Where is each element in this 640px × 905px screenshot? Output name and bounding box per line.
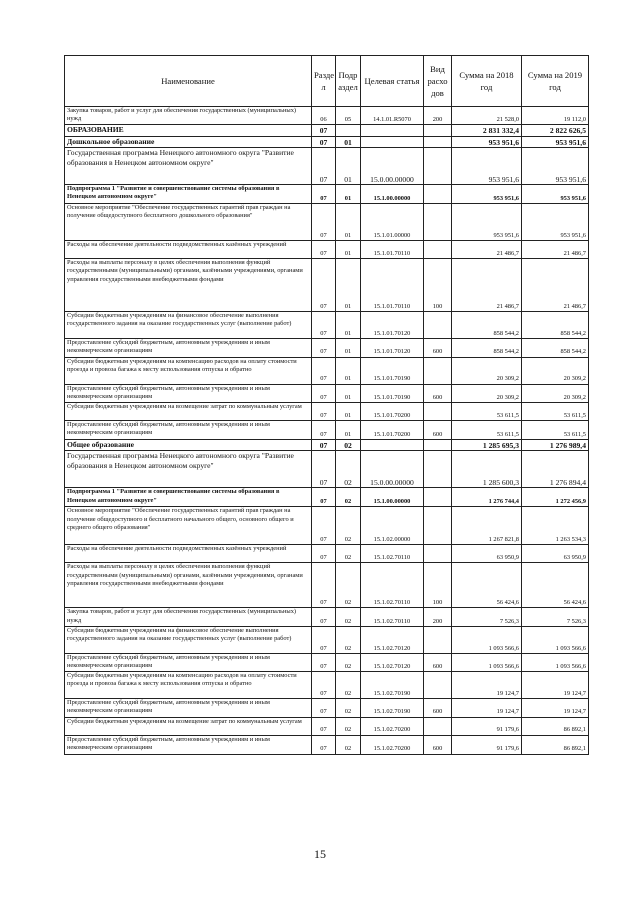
row-sum-2018: 20 309,2 — [452, 384, 522, 402]
row-name: Закупка товаров, работ и услуг для обеспечения государственных (муниципальных) нужд — [65, 107, 312, 125]
table-row — [65, 185, 589, 204]
row-target-code: 15.1.02.70200 — [361, 717, 424, 735]
row-sum-2018: 1 285 600,3 — [452, 451, 522, 488]
row-name: Расходы на обеспечение деятельности подведомственных казённых учреждений — [65, 545, 312, 563]
row-name: Субсидии бюджетным учреждениям на финансовое обеспечение выполнения государственного задания на оказание государственных услуг (выполнение работ) — [65, 626, 312, 653]
row-expense-type — [424, 136, 452, 147]
row-section: 07 — [312, 507, 336, 545]
row-subsection: 02 — [336, 672, 361, 699]
row-name: Расходы на выплаты персоналу в целях обеспечения выполнения функций государственными (муниципальными) органами, казёнными учреждениями, органами управления государственными внебюджетными фондами — [65, 259, 312, 312]
row-sum-2019: 53 611,5 — [522, 421, 589, 440]
row-name: Основное мероприятие "Обеспечение государственных гарантий прав граждан на получение общедоступного бесплатного дошкольного образования" — [65, 204, 312, 241]
row-subsection: 01 — [336, 136, 361, 147]
table-row — [65, 403, 589, 421]
row-subsection: 02 — [336, 626, 361, 653]
row-target-code: 15.1.01.70190 — [361, 384, 424, 402]
row-subsection: 02 — [336, 735, 361, 754]
table-row — [65, 339, 589, 357]
row-section: 07 — [312, 403, 336, 421]
row-section: 07 — [312, 384, 336, 402]
row-expense-type: 100 — [424, 259, 452, 312]
row-name: Общее образование — [65, 440, 312, 451]
row-subsection: 01 — [336, 312, 361, 339]
row-target-code: 14.1.01.R5070 — [361, 107, 424, 125]
row-sum-2019: 858 544,2 — [522, 312, 589, 339]
header-name: Наименование — [65, 56, 312, 107]
header-sum-2018: Сумма на 2018 год — [452, 56, 522, 107]
row-target-code: 15.1.00.00000 — [361, 185, 424, 204]
row-sum-2019: 1 263 534,3 — [522, 507, 589, 545]
row-subsection: 01 — [336, 339, 361, 357]
row-subsection: 02 — [336, 699, 361, 717]
table-row — [65, 312, 589, 339]
row-sum-2019: 86 892,1 — [522, 735, 589, 754]
row-subsection: 02 — [336, 488, 361, 507]
row-sum-2018: 56 424,6 — [452, 563, 522, 608]
row-sum-2018: 21 486,7 — [452, 241, 522, 259]
header-expense-type: Вид расхо дов — [424, 56, 452, 107]
row-sum-2018: 953 951,6 — [452, 185, 522, 204]
row-subsection: 01 — [336, 357, 361, 384]
row-name: Государственная программа Ненецкого автономного округа "Развитие образования в Ненецком автономном округе" — [65, 148, 312, 185]
table-row — [65, 107, 589, 125]
row-name: Расходы на обеспечение деятельности подведомственных казённых учреждений — [65, 241, 312, 259]
row-expense-type — [424, 440, 452, 451]
row-target-code: 15.0.00.00000 — [361, 451, 424, 488]
row-sum-2019: 86 892,1 — [522, 717, 589, 735]
row-sum-2018: 21 486,7 — [452, 259, 522, 312]
row-expense-type: 200 — [424, 107, 452, 125]
row-section: 07 — [312, 259, 336, 312]
row-sum-2018: 91 179,6 — [452, 735, 522, 754]
row-sum-2018: 858 544,2 — [452, 339, 522, 357]
row-subsection: 01 — [336, 259, 361, 312]
row-sum-2019: 53 611,5 — [522, 403, 589, 421]
row-section: 07 — [312, 717, 336, 735]
row-expense-type — [424, 403, 452, 421]
row-name: Закупка товаров, работ и услуг для обеспечения государственных (муниципальных) нужд — [65, 608, 312, 626]
table-row — [65, 357, 589, 384]
row-sum-2018: 1 276 744,4 — [452, 488, 522, 507]
row-sum-2019: 858 544,2 — [522, 339, 589, 357]
row-sum-2019: 1 276 989,4 — [522, 440, 589, 451]
row-sum-2018: 953 951,6 — [452, 148, 522, 185]
row-sum-2018: 19 124,7 — [452, 699, 522, 717]
row-target-code: 15.1.01.70110 — [361, 241, 424, 259]
row-sum-2019: 19 124,7 — [522, 699, 589, 717]
table-body — [65, 107, 589, 755]
row-section: 07 — [312, 451, 336, 488]
row-target-code: 15.1.02.70190 — [361, 672, 424, 699]
row-subsection: 01 — [336, 185, 361, 204]
row-target-code: 15.1.02.70190 — [361, 699, 424, 717]
row-sum-2018: 1 093 566,6 — [452, 626, 522, 653]
row-target-code: 15.1.01.70120 — [361, 339, 424, 357]
row-sum-2018: 1 267 821,8 — [452, 507, 522, 545]
table-row — [65, 488, 589, 507]
row-name: Предоставление субсидий бюджетным, автономным учреждениям и иным некоммерческим организациям — [65, 735, 312, 754]
row-target-code — [361, 136, 424, 147]
row-subsection: 02 — [336, 545, 361, 563]
row-target-code — [361, 125, 424, 136]
row-expense-type: 200 — [424, 608, 452, 626]
row-expense-type — [424, 717, 452, 735]
table-row — [65, 421, 589, 440]
row-expense-type — [424, 507, 452, 545]
row-subsection: 01 — [336, 403, 361, 421]
row-subsection: 01 — [336, 241, 361, 259]
row-subsection: 01 — [336, 204, 361, 241]
row-sum-2019: 19 112,0 — [522, 107, 589, 125]
table-header-row — [65, 56, 589, 107]
row-target-code: 15.1.01.70200 — [361, 403, 424, 421]
row-name: Подпрограмма 1 "Развитие и совершенствование системы образования в Ненецком автономном округе" — [65, 488, 312, 507]
row-expense-type — [424, 241, 452, 259]
row-section: 07 — [312, 241, 336, 259]
row-sum-2018: 858 544,2 — [452, 312, 522, 339]
row-section: 07 — [312, 136, 336, 147]
row-name: Подпрограмма 1 "Развитие и совершенствование системы образования в Ненецком автономном округе" — [65, 185, 312, 204]
table-row — [65, 440, 589, 451]
row-name: Субсидии бюджетным учреждениям на возмещение затрат по коммунальным услугам — [65, 403, 312, 421]
row-name: Основное мероприятие "Обеспечение государственных гарантий прав граждан на получение общедоступного и бесплатного начального общего, основного общего и среднего общего образования" — [65, 507, 312, 545]
header-target: Целевая статья — [361, 56, 424, 107]
row-sum-2019: 2 822 626,5 — [522, 125, 589, 136]
table-row — [65, 672, 589, 699]
row-name: Предоставление субсидий бюджетным, автономным учреждениям и иным некоммерческим организациям — [65, 699, 312, 717]
table-row — [65, 384, 589, 402]
row-expense-type — [424, 204, 452, 241]
row-subsection: 05 — [336, 107, 361, 125]
table-row — [65, 626, 589, 653]
row-sum-2019: 1 272 456,9 — [522, 488, 589, 507]
row-sum-2018: 53 611,5 — [452, 403, 522, 421]
row-section: 07 — [312, 185, 336, 204]
row-sum-2018: 53 611,5 — [452, 421, 522, 440]
row-expense-type — [424, 125, 452, 136]
row-sum-2019: 56 424,6 — [522, 563, 589, 608]
row-expense-type: 600 — [424, 735, 452, 754]
row-target-code: 15.1.01.70120 — [361, 312, 424, 339]
row-expense-type — [424, 312, 452, 339]
row-expense-type — [424, 148, 452, 185]
row-section: 07 — [312, 626, 336, 653]
row-sum-2019: 7 526,3 — [522, 608, 589, 626]
row-subsection: 02 — [336, 608, 361, 626]
row-expense-type — [424, 451, 452, 488]
row-section: 07 — [312, 545, 336, 563]
table-row — [65, 653, 589, 671]
row-subsection: 01 — [336, 148, 361, 185]
row-name: Предоставление субсидий бюджетным, автономным учреждениям и иным некоммерческим организациям — [65, 653, 312, 671]
row-section: 07 — [312, 125, 336, 136]
table-row — [65, 204, 589, 241]
row-name: Субсидии бюджетным учреждениям на финансовое обеспечение выполнения государственного задания на оказание государственных услуг (выполнение работ) — [65, 312, 312, 339]
row-sum-2019: 20 309,2 — [522, 357, 589, 384]
page-number: 15 — [314, 847, 326, 861]
row-target-code: 15.1.00.00000 — [361, 488, 424, 507]
row-sum-2019: 21 486,7 — [522, 241, 589, 259]
row-subsection: 02 — [336, 563, 361, 608]
table-row — [65, 136, 589, 147]
row-sum-2018: 19 124,7 — [452, 672, 522, 699]
table-row — [65, 241, 589, 259]
row-expense-type: 600 — [424, 384, 452, 402]
row-subsection: 02 — [336, 440, 361, 451]
table-row — [65, 125, 589, 136]
row-subsection: 02 — [336, 653, 361, 671]
header-subsection: Подр аздел — [336, 56, 361, 107]
row-sum-2018: 1 285 695,3 — [452, 440, 522, 451]
row-target-code: 15.1.01.70200 — [361, 421, 424, 440]
row-target-code: 15.1.02.70120 — [361, 626, 424, 653]
row-subsection: 02 — [336, 717, 361, 735]
table-row — [65, 545, 589, 563]
row-name: Предоставление субсидий бюджетным, автономным учреждениям и иным некоммерческим организациям — [65, 421, 312, 440]
row-target-code: 15.1.02.70110 — [361, 563, 424, 608]
row-section: 07 — [312, 699, 336, 717]
row-expense-type: 600 — [424, 653, 452, 671]
row-sum-2018: 2 831 332,4 — [452, 125, 522, 136]
row-section: 07 — [312, 339, 336, 357]
header-section: Разде л — [312, 56, 336, 107]
table-row — [65, 735, 589, 754]
row-target-code: 15.1.01.00000 — [361, 204, 424, 241]
row-sum-2018: 20 309,2 — [452, 357, 522, 384]
row-sum-2018: 953 951,6 — [452, 204, 522, 241]
row-target-code: 15.1.02.70110 — [361, 608, 424, 626]
row-sum-2019: 953 951,6 — [522, 204, 589, 241]
row-name: Субсидии бюджетным учреждениям на возмещение затрат по коммунальным услугам — [65, 717, 312, 735]
table-row — [65, 563, 589, 608]
row-section: 07 — [312, 608, 336, 626]
row-expense-type: 600 — [424, 339, 452, 357]
row-name: Дошкольное образование — [65, 136, 312, 147]
row-sum-2019: 20 309,2 — [522, 384, 589, 402]
row-target-code: 15.1.02.00000 — [361, 507, 424, 545]
row-section: 07 — [312, 312, 336, 339]
row-subsection: 02 — [336, 451, 361, 488]
row-section: 07 — [312, 488, 336, 507]
row-sum-2019: 1 093 566,6 — [522, 653, 589, 671]
row-name: Предоставление субсидий бюджетным, автономным учреждениям и иным некоммерческим организациям — [65, 339, 312, 357]
row-sum-2018: 1 093 566,6 — [452, 653, 522, 671]
table-row — [65, 507, 589, 545]
row-name: ОБРАЗОВАНИЕ — [65, 125, 312, 136]
row-sum-2018: 953 951,6 — [452, 136, 522, 147]
row-expense-type — [424, 626, 452, 653]
row-sum-2019: 63 950,9 — [522, 545, 589, 563]
row-subsection: 02 — [336, 507, 361, 545]
table-row — [65, 699, 589, 717]
row-name: Субсидии бюджетным учреждениям на компенсацию расходов на оплату стоимости проезда и провоза багажа к месту использования отпуска и обратно — [65, 357, 312, 384]
row-section: 07 — [312, 653, 336, 671]
row-expense-type: 600 — [424, 699, 452, 717]
row-target-code: 15.1.01.70190 — [361, 357, 424, 384]
row-section: 07 — [312, 735, 336, 754]
table-row — [65, 451, 589, 488]
row-section: 07 — [312, 440, 336, 451]
row-sum-2019: 953 951,6 — [522, 185, 589, 204]
row-expense-type — [424, 357, 452, 384]
row-section: 07 — [312, 563, 336, 608]
table-row — [65, 717, 589, 735]
row-section: 07 — [312, 148, 336, 185]
row-sum-2019: 953 951,6 — [522, 136, 589, 147]
row-name: Субсидии бюджетным учреждениям на компенсацию расходов на оплату стоимости проезда и провоза багажа к месту использования отпуска и обратно — [65, 672, 312, 699]
row-expense-type — [424, 185, 452, 204]
row-section: 06 — [312, 107, 336, 125]
row-section: 07 — [312, 357, 336, 384]
row-sum-2019: 1 093 566,6 — [522, 626, 589, 653]
table-row — [65, 608, 589, 626]
table-row — [65, 259, 589, 312]
row-sum-2018: 7 526,3 — [452, 608, 522, 626]
row-subsection: 01 — [336, 421, 361, 440]
row-sum-2019: 19 124,7 — [522, 672, 589, 699]
row-name: Государственная программа Ненецкого автономного округа "Развитие образования в Ненецком автономном округе" — [65, 451, 312, 488]
row-section: 07 — [312, 421, 336, 440]
row-sum-2019: 953 951,6 — [522, 148, 589, 185]
header-sum-2019: Сумма на 2019 год — [522, 56, 589, 107]
row-target-code: 15.1.02.70200 — [361, 735, 424, 754]
row-expense-type — [424, 545, 452, 563]
row-sum-2019: 1 276 894,4 — [522, 451, 589, 488]
row-expense-type — [424, 672, 452, 699]
row-name: Предоставление субсидий бюджетным, автономным учреждениям и иным некоммерческим организациям — [65, 384, 312, 402]
row-target-code — [361, 440, 424, 451]
row-target-code: 15.1.01.70110 — [361, 259, 424, 312]
row-sum-2018: 91 179,6 — [452, 717, 522, 735]
table-row — [65, 148, 589, 185]
budget-table — [64, 55, 589, 755]
row-expense-type — [424, 488, 452, 507]
row-sum-2018: 21 528,0 — [452, 107, 522, 125]
row-target-code: 15.1.02.70110 — [361, 545, 424, 563]
row-sum-2018: 63 950,9 — [452, 545, 522, 563]
row-expense-type: 600 — [424, 421, 452, 440]
row-section: 07 — [312, 204, 336, 241]
row-target-code: 15.1.02.70120 — [361, 653, 424, 671]
row-expense-type: 100 — [424, 563, 452, 608]
row-name: Расходы на выплаты персоналу в целях обеспечения выполнения функций государственными (муниципальными) органами, казёнными учреждениями, органами управления государственными внебюджетными фондами — [65, 563, 312, 608]
row-sum-2019: 21 486,7 — [522, 259, 589, 312]
row-section: 07 — [312, 672, 336, 699]
row-target-code: 15.0.00.00000 — [361, 148, 424, 185]
row-subsection: 01 — [336, 384, 361, 402]
row-subsection — [336, 125, 361, 136]
